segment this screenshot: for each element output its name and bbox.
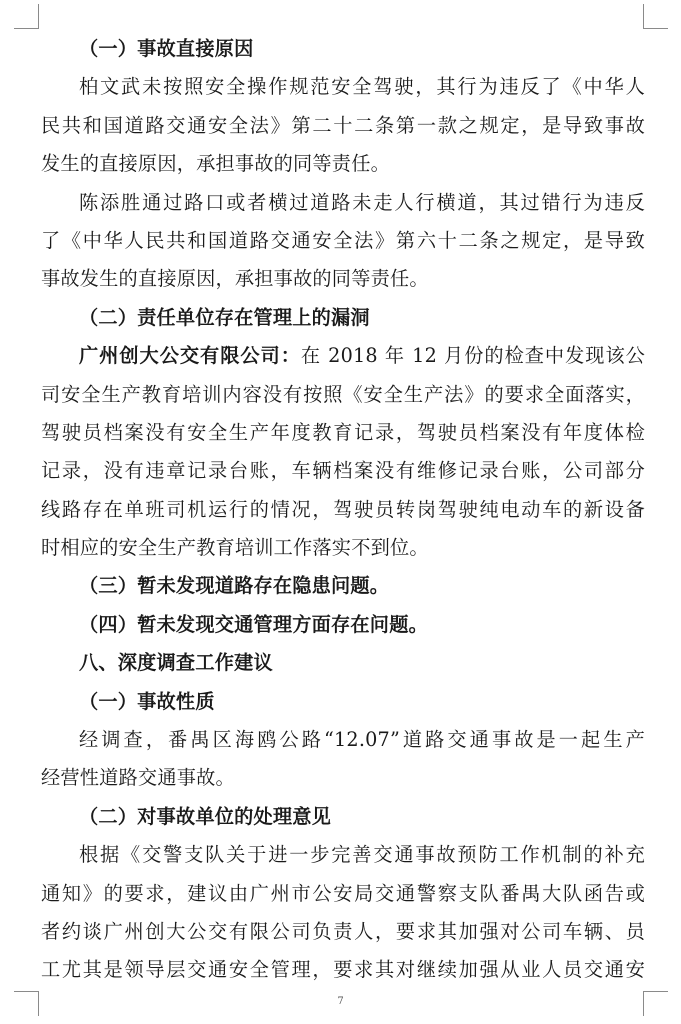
- document-body: [41, 30, 645, 990]
- section-heading: [41, 798, 645, 836]
- line-text: 记录，没有违章记录台账，车辆档案没有维修记录台账，公司部分: [41, 459, 645, 483]
- paragraph-line: [41, 913, 645, 951]
- company-name-label: 广州创大公交有限公司：: [79, 344, 301, 368]
- section-heading: [41, 683, 645, 721]
- line-text: 柏文武未按照安全操作规范安全驾驶，其行为违反了《中华人: [79, 75, 645, 99]
- paragraph-line: [41, 721, 645, 759]
- line-text: （四）暂未发现交通管理方面存在问题。: [79, 612, 428, 636]
- section-heading: [41, 644, 645, 682]
- paragraph-line: [41, 836, 645, 874]
- paragraph-line: [41, 260, 645, 298]
- line-text: （三）暂未发现道路存在隐患问题。: [79, 574, 390, 598]
- paragraph-line: [41, 875, 645, 913]
- paragraph-line: [41, 759, 645, 797]
- line-text: 时相应的安全生产教育培训工作落实不到位。: [41, 536, 429, 560]
- paragraph-line: [41, 107, 645, 145]
- paragraph-line: [41, 68, 645, 106]
- section-heading: [41, 606, 645, 644]
- line-text: 司安全生产教育培训内容没有按照《安全生产法》的要求全面落实，: [41, 382, 645, 406]
- line-text: （一）事故直接原因: [79, 37, 254, 60]
- paragraph-line: [41, 452, 645, 490]
- line-text: 线路存在单班司机运行的情况，驾驶员转岗驾驶纯电动车的新设备: [41, 497, 645, 521]
- paragraph-line: [41, 145, 645, 183]
- paragraph-line: [41, 951, 645, 989]
- line-text: 通知》的要求，建议由广州市公安局交通警察支队番禺大队函告或: [41, 881, 645, 905]
- line-text: 发生的直接原因，承担事故的同等责任。: [41, 152, 390, 176]
- line-text: 驾驶员档案没有安全生产年度教育记录，驾驶员档案没有年度体检: [41, 420, 645, 444]
- line-text: （二）对事故单位的处理意见: [79, 804, 332, 828]
- line-text: 者约谈广州创大公交有限公司负责人，要求其加强对公司车辆、员: [41, 919, 645, 943]
- paragraph-line: [41, 376, 645, 414]
- line-text: 经调查，番禺区海鸥公路“12.07”道路交通事故是一起生产: [79, 728, 645, 752]
- line-text: （二）责任单位存在管理上的漏洞: [79, 305, 370, 329]
- line-text: 民共和国道路交通安全法》第二十二条第一款之规定，是导致事故: [41, 113, 645, 137]
- line-text: 八、深度调查工作建议: [79, 651, 273, 675]
- paragraph-line: [41, 337, 645, 375]
- line-text: 在 2018 年 12 月份的检查中发现该公: [300, 344, 645, 368]
- crop-mark-top-left: [14, 4, 39, 29]
- paragraph-line: [41, 491, 645, 529]
- line-text: 经营性道路交通事故。: [41, 766, 235, 790]
- line-text: 根据《交警支队关于进一步完善交通事故预防工作机制的补充: [79, 843, 645, 867]
- line-text: 工尤其是领导层交通安全管理，要求其对继续加强从业人员交通安: [41, 958, 645, 982]
- line-text: （一）事故性质: [79, 689, 215, 713]
- paragraph-line: [41, 222, 645, 260]
- line-text: 了《中华人民共和国道路交通安全法》第六十二条之规定，是导致: [41, 228, 645, 252]
- section-heading: [41, 567, 645, 605]
- paragraph-line: [41, 529, 645, 567]
- paragraph-line: [41, 414, 645, 452]
- section-heading: [41, 299, 645, 337]
- line-text: 陈添胜通过路口或者横过道路未走人行横道，其过错行为违反: [79, 190, 645, 214]
- section-heading: [41, 30, 645, 68]
- paragraph-line: [41, 184, 645, 222]
- crop-mark-top-right: [643, 4, 668, 29]
- line-text: 事故发生的直接原因，承担事故的同等责任。: [41, 267, 429, 291]
- page-number: 7: [337, 996, 344, 1007]
